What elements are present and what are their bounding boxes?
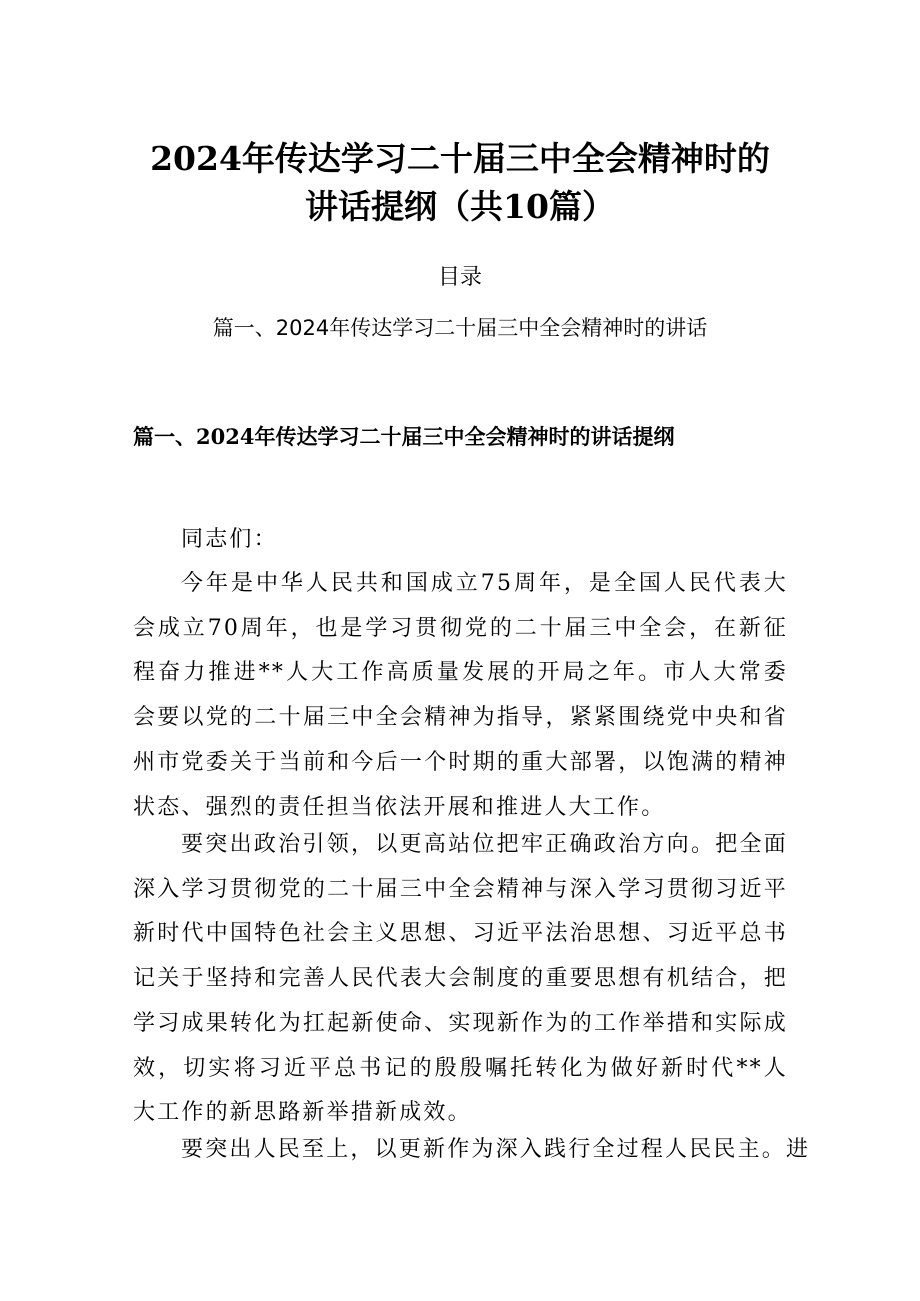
section-heading: 篇一、2024年传达学习二十届三中全会精神时的讲话提纲 [133,424,675,449]
document-title-line-1: 2024年传达学习二十届三中全会精神时的 [150,139,770,178]
salutation: 同志们： [181,527,278,552]
document-title-line-2: 讲话提纲（共10篇） [305,187,615,226]
table-of-contents-heading: 目录 [437,265,482,290]
body-paragraph-2: 要突出政治引领，以更高站位把牢正确政治方向。把全面深入学习贯彻党的二十届三中全会精神与深入学习贯彻习近平新时代中国特色社会主义思想、习近平法治思想、习近平总书记关于坚持和完善人民代表大会制度的重要思想有机结合，把学习成果转化为扛起新使命、实现新作为的工作举措和实际成效，切实将习近平总书记的殷殷嘱托转化为做好新时代**人大工作的新思路新举措新成效。 [133,832,788,1126]
toc-item-1[interactable]: 篇一、2024年传达学习二十届三中全会精神时的讲话 [212,316,708,340]
body-paragraph-1: 今年是中华人民共和国成立75周年，是全国人民代表大会成立70周年，也是学习贯彻党的二十届三中全会，在新征程奋力推进**人大工作高质量发展的开局之年。市人大常委会要以党的二十届三中全会精神为指导，紧紧围绕党中央和省州市党委关于当前和今后一个时期的重大部署，以饱满的精神状态、强烈的责任担当依法开展和推进人大工作。 [133,571,788,820]
body-paragraph-3: 要突出人民至上，以更新作为深入践行全过程人民民主。进 [181,1137,811,1162]
